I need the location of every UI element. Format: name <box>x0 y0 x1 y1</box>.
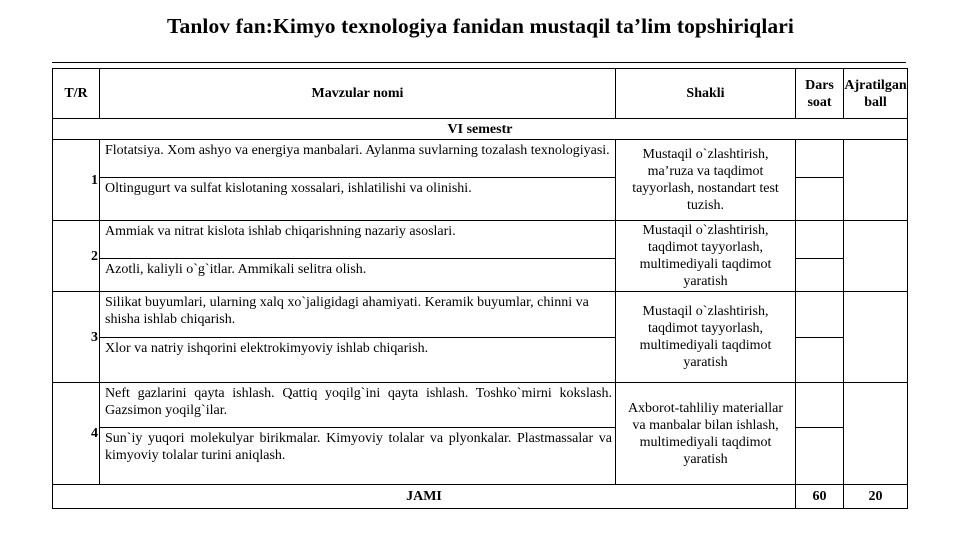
topic-cell: Azotli, kaliyli o`g`itlar. Ammikali selitra olish. <box>100 259 616 292</box>
total-row <box>53 485 908 509</box>
dars-soat-cell <box>796 383 844 428</box>
topic-cell: Flotatsiya. Xom ashyo va energiya manbalari. Aylanma suvlarning tozalash texnologiyasi. <box>100 140 616 178</box>
header-tr: T/R <box>53 69 100 119</box>
ball-cell <box>844 140 908 221</box>
shakli-cell: Axborot-tahliliy materiallar va manbalar bilan ishlash, multimediyali taqdimot yaratish <box>616 383 796 485</box>
semester-label: VI semestr <box>53 119 908 140</box>
header-mavzu: Mavzular nomi <box>100 69 616 119</box>
dars-soat-cell <box>796 338 844 383</box>
assignments-table <box>52 68 908 509</box>
total-dars-soat: 60 <box>796 485 844 509</box>
semester-row <box>53 119 908 140</box>
header-row <box>53 69 908 119</box>
dars-soat-cell <box>796 292 844 338</box>
total-ball: 20 <box>844 485 908 509</box>
table-row <box>53 140 908 178</box>
topic-cell: Sun`iy yuqori molekulyar birikmalar. Kimyoviy tolalar va plyonkalar. Plastmassalar va kimyoviy tolalar turini aniqlash. <box>100 428 616 485</box>
topic-cell: Silikat buyumlari, ularning xalq xo`jaligidagi ahamiyati. Keramik buyumlar, chinni va shisha ishlab chiqarish. <box>100 292 616 338</box>
shakli-cell: Mustaqil o`zlashtirish, ma’ruza va taqdimot tayyorlash, nostandart test tuzish. <box>616 140 796 221</box>
ball-cell <box>844 292 908 383</box>
topic-cell: Neft gazlarini qayta ishlash. Qattiq yoqilg`ini qayta ishlash. Toshko`mirni kokslash. Gazsimon yoqilg`ilar. <box>100 383 616 428</box>
total-label: JAMI <box>53 485 796 509</box>
dars-soat-cell <box>796 140 844 178</box>
top-rule <box>52 62 906 63</box>
dars-soat-cell <box>796 221 844 259</box>
ball-cell <box>844 221 908 292</box>
shakli-cell: Mustaqil o`zlashtirish, taqdimot tayyorlash, multimediyali taqdimot yaratish <box>616 292 796 383</box>
row-number: 2 <box>53 221 100 292</box>
row-number: 1 <box>53 140 100 221</box>
document-title: Tanlov fan:Kimyo texnologiya fanidan mustaqil ta’lim topshiriqlari <box>167 14 794 38</box>
table-row <box>53 292 908 338</box>
dars-soat-cell <box>796 428 844 485</box>
dars-soat-cell <box>796 259 844 292</box>
row-number: 3 <box>53 292 100 383</box>
topic-cell: Xlor va natriy ishqorini elektrokimyoviy ishlab chiqarish. <box>100 338 616 383</box>
dars-soat-cell <box>796 178 844 221</box>
row-number: 4 <box>53 383 100 485</box>
shakli-cell: Mustaqil o`zlashtirish, taqdimot tayyorlash, multimediyali taqdimot yaratish <box>616 221 796 292</box>
topic-cell: Oltingugurt va sulfat kislotaning xossalari, ishlatilishi va olinishi. <box>100 178 616 221</box>
header-shakli: Shakli <box>616 69 796 119</box>
topic-cell: Ammiak va nitrat kislota ishlab chiqarishning nazariy asoslari. <box>100 221 616 259</box>
header-ajratilgan-ball: Ajratilgan ball <box>844 69 908 119</box>
table-row <box>53 221 908 259</box>
ball-cell <box>844 383 908 485</box>
header-dars-soat: Dars soat <box>796 69 844 119</box>
table-row <box>53 383 908 428</box>
